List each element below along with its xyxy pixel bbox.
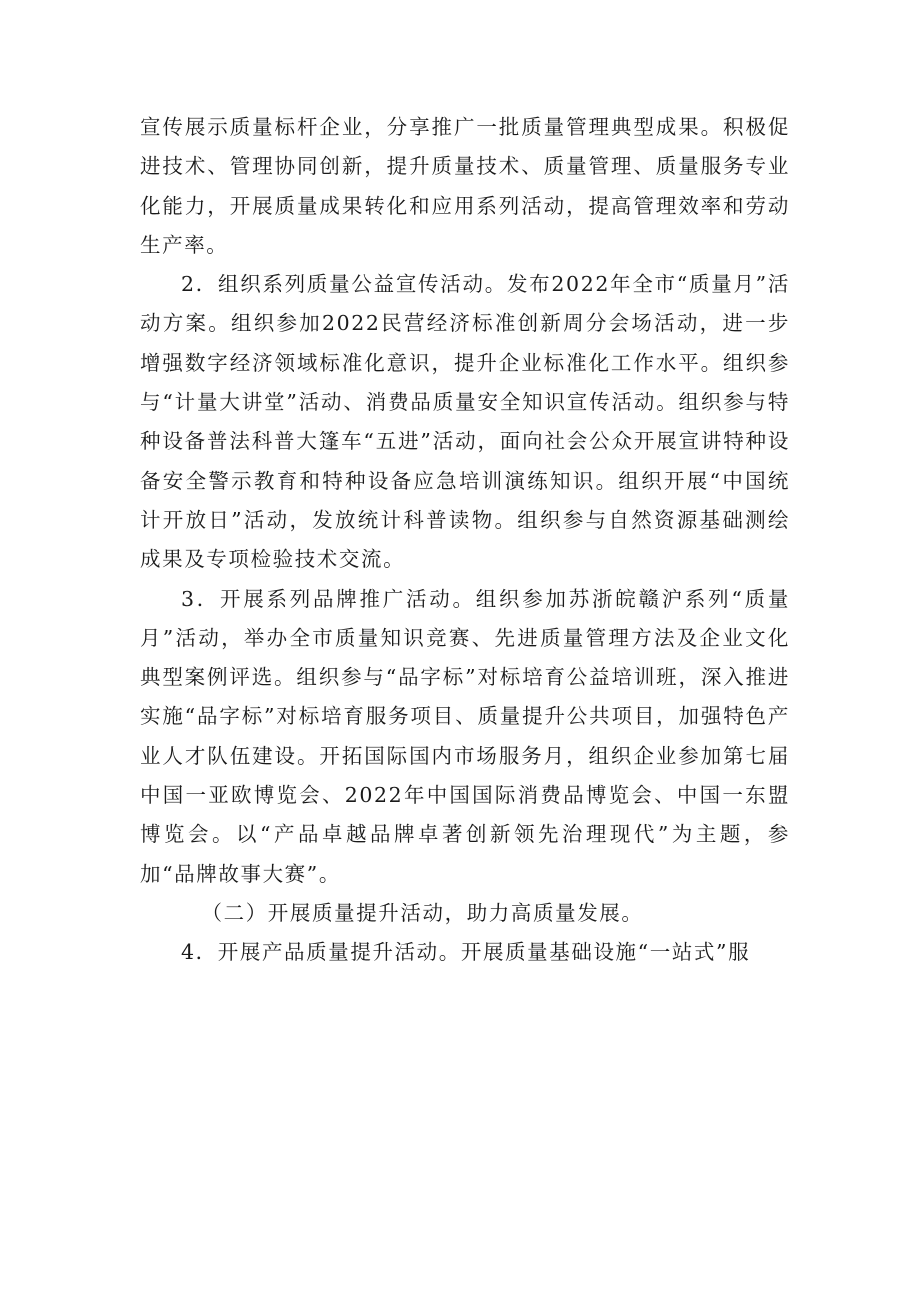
paragraph-item-2: 2．组织系列质量公益宣传活动。发布2022年全市“质量月”活动方案。组织参加2022民营经济标准创新周分会场活动，进一步增强数字经济领域标准化意识，提升企业标准化工作水平。组织参与“计量大讲堂”活动、消费品质量安全知识宣传活动。组织参与特种设备普法科普大篷车“五进”活动，面向社会公众开展宣讲特种设备安全警示教育和特种设备应急培训演练知识。组织开展“中国统计开放日”活动，发放统计科普读物。组织参与自然资源基础测绘成果及专项检验技术交流。 [140, 272, 790, 572]
paragraph-item-3: 3．开展系列品牌推广活动。组织参加苏浙皖赣沪系列“质量月”活动，举办全市质量知识竞赛、先进质量管理方法及企业文化典型案例评选。组织参与“品字标”对标培育公益培训班，深入推进实施“品字标”对标培育服务项目、质量提升公共项目，加强特色产业人才队伍建设。开拓国际国内市场服务月，组织企业参加第七届中国一亚欧博览会、2022年中国国际消费品博览会、中国一东盟博览会。以“产品卓越品牌卓著创新领先治理现代”为主题，参加“品牌故事大赛”。 [140, 586, 790, 886]
document-body [140, 108, 790, 973]
paragraph-item-4: 4．开展产品质量提升活动。开展质量基础设施“一站式”服 [181, 940, 751, 965]
section-heading-2: （二）开展质量提升活动，助力高质量发展。 [201, 900, 644, 925]
paragraph-continued: 宣传展示质量标杆企业，分享推广一批质量管理典型成果。积极促进技术、管理协同创新，提升质量技术、质量管理、质量服务专业化能力，开展质量成果转化和应用系列活动，提高管理效率和劳动生产率。 [140, 115, 790, 257]
